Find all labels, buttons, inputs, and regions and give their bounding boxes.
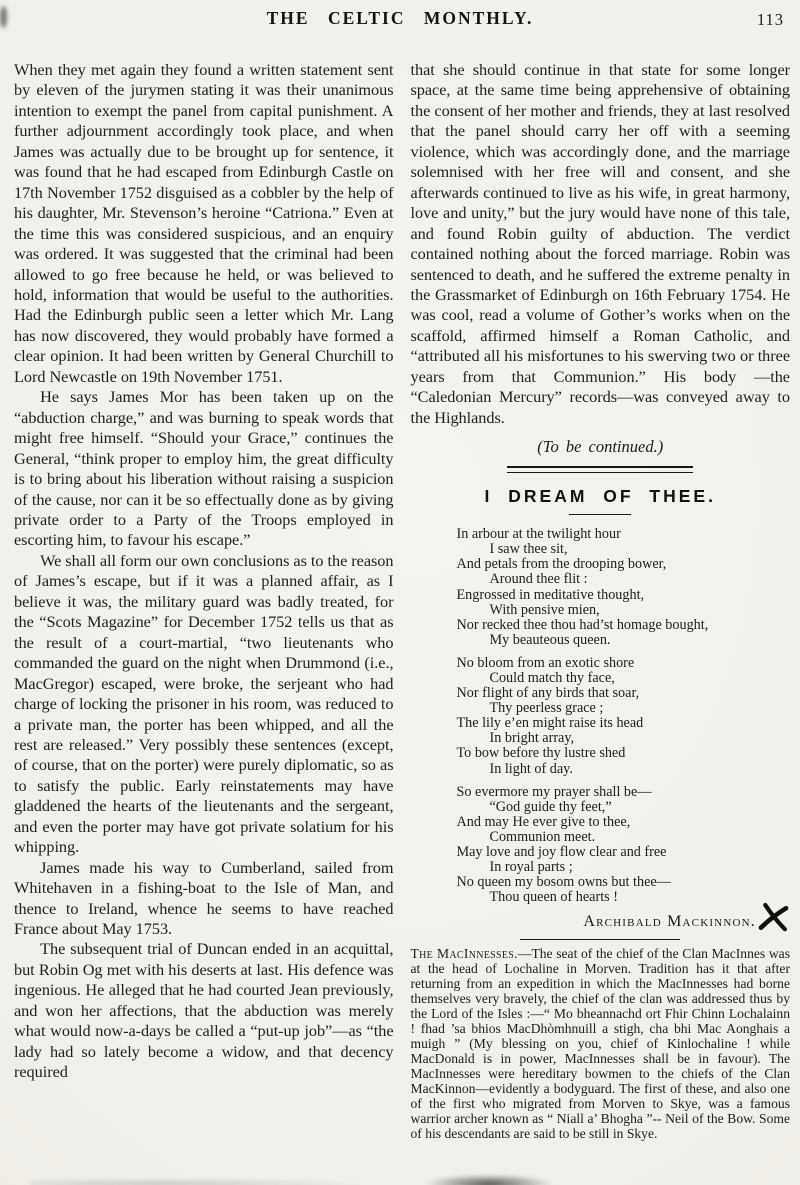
poem-line: I saw thee sit, xyxy=(489,541,568,558)
journal-title: THE CELTIC MONTHLY. xyxy=(266,8,534,28)
poem xyxy=(411,527,791,905)
poem-line: No bloom from an exotic shore xyxy=(456,654,635,671)
note-divider-rule xyxy=(520,939,680,940)
poem-line: The lily e’en might raise its head xyxy=(456,715,644,732)
note-body: —The seat of the chief of the Clan MacInnes was at the head of Lochaline in Morven. Tradition has it that after returning from an expedition in which the MacInnesses had borne themselves very bravely, the chief of the clan was addressed thus by the Lord of the Isles :—“ Mo bheannachd ort Fhir Chinn Lochalainn ! fhad ’sa bhios MacDhòmhnuill a stigh, cha bhi Mac Aonghais a muigh ” (My blessing on you, chief of Kinlochaline ! while MacDonald is in power, MacInnesses shall be in favour). The MacInnesses were hereditary bowmen to the chiefs of the Clan MacKinnon—evidently a bodyguard. The first of these, and also one of the first who migrated from Morven to Skye, was a famous warrior archer known as “ Niall a’ Bhogha ”-- Neil of the Bow. Some of his descendants are said to be still in Skye. xyxy=(410,946,790,1141)
page-header xyxy=(0,0,800,38)
right-column xyxy=(411,60,791,1142)
poem-line: May love and joy flow clear and free xyxy=(456,844,667,861)
poem-line: In bright array, xyxy=(489,730,575,747)
scan-smudge-bottom-left-icon xyxy=(30,1178,360,1185)
poem-line: And may He ever give to thee, xyxy=(456,813,631,830)
poem-line: No queen my bosom owns but thee— xyxy=(456,874,671,891)
author-name: Archibald Mackinnon. xyxy=(583,913,756,931)
poem-line: Thou queen of hearts ! xyxy=(489,889,618,906)
paragraph-continuation: When they met again they found a written statement sent by eleven of the jurymen stating it was their unanimous intention to exempt the panel from capital punishment. A further adjournment accordingly took place, and when James was actually due to be brought up for sentence, it was found that he had escaped from Edinburgh Castle on 17th November 1752 disguised as a cobbler by the help of his daughter, Mr. Stevenson’s heroine “Catriona.” Even at the time this was considered suspicious, and an enquiry was ordered. It was suggested that the criminal had been allowed to go free because he held, or was believed to hold, information that would be useful to the authorities. Had the Edinburgh public seen a letter which Mr. Lang has now discovered, they would probably have formed a clear opinion. It had been written by General Churchill to Lord Newcastle on 19th November 1751. xyxy=(14,60,394,386)
poem-line: Engrossed in meditative thought, xyxy=(456,586,645,603)
poem-line: In light of day. xyxy=(489,760,573,777)
paragraph: James made his way to Cumberland, sailed from Whitehaven in a fishing-boat to the Isle of Man, and thence to Ireland, whence he seems to have reached France about May 1753. xyxy=(14,857,394,939)
paragraph: He says James Mor has been taken up on the “abduction charge,” and was burning to speak words that might free himself. “Should your Grace,” continues the General, “think proper to employ him, the great difficulty is to bring about his liberation without raising a suspicion of the cause, nor can it be so effectually done as by giving private order to a Party of the Troops employed in escorting him, to favour his escape.” xyxy=(14,387,394,550)
paragraph: We shall all form our own conclusions as to the reason of James’s escape, but if it was a planned affair, as I believe it was, the military guard was badly treated, for the “Scots Magazine” for December 1752 tells us that as the result of a court-martial, “two lieutenants who commanded the guard on the night when Drummond (i.e., MacGregor) escaped, were broke, the serjeant who had charge of locking the prisoner in his room, was reduced to a private man, the porter has been whipped, and all the rest are released.” Very possibly these sentences (except, of course, that on the porter) were purely diplomatic, so as to satisfy the public. Early reinstatements may have gladdened the hearts of the lieutenants and the sergeant, and even the porter may have got private solatium for his whipping. xyxy=(14,550,394,857)
poem-line: In arbour at the twilight hour xyxy=(456,526,621,543)
poem-line: And petals from the drooping bower, xyxy=(456,556,667,573)
poem-stanza xyxy=(457,527,791,648)
section-divider-double-rule xyxy=(507,466,693,473)
note-lead: The MacInnesses. xyxy=(410,946,518,962)
paragraph-continuation: that she should continue in that state for some longer space, at the same time being apprehensive of obtaining the consent of her mother and friends, they at last resolved that the panel should carry her off with a seeming violence, which was accordingly done, and the marriage solemnised with her free will and consent, and she afterwards continued to live as his wife, in great harmony, love and unity,” but the jury would have none of this tale, and found Robin guilty of abduction. The verdict contained nothing about the forced marriage. Robin was sentenced to death, and he suffered the extreme penalty in the Grassmarket of Edinburgh on 16th February 1754. He was cool, read a volume of Gother’s works when on the scaffold, affirmed himself a Roman Catholic, and “attributed all his misfortunes to his swerving two or three years from that Communion.” His body —the “Caledonian Mercury” records—was conveyed away to the Highlands. xyxy=(410,60,790,427)
macinnesses-note xyxy=(411,947,791,1141)
page-number: 113 xyxy=(756,10,784,29)
scan-smudge-bottom-icon xyxy=(424,1174,554,1185)
poem-line: So evermore my prayer shall be— xyxy=(456,783,652,800)
poem-line: “God guide thy feet,” xyxy=(489,798,612,815)
poem-stanza xyxy=(457,785,791,906)
poem-line: Around thee flit : xyxy=(489,571,588,588)
poem-stanza xyxy=(457,656,791,777)
page-body xyxy=(0,38,800,1142)
to-be-continued-note: (To be continued.) xyxy=(537,437,664,457)
poem-line: In royal parts ; xyxy=(489,859,573,876)
paragraph: The subsequent trial of Duncan ended in an acquittal, but Robin Og met with his deserts at last. His defence was ingenious. He alleged that he had courted Jean previously, and won her affections, that the abduction was merely what would now-a-days be called a “put-up job”—as “the lady had so lately become a widow, and that decency required xyxy=(14,939,394,1082)
poem-title-rule xyxy=(569,514,631,515)
poem-line: Communion meet. xyxy=(489,828,596,845)
poem-line: Nor recked thee thou had’st homage bought, xyxy=(456,616,709,633)
left-column xyxy=(14,60,394,1142)
pen-x-mark-icon xyxy=(757,902,792,935)
poem-line: Nor flight of any birds that soar, xyxy=(456,685,640,702)
poem-signature xyxy=(411,913,791,931)
poem-title: I DREAM OF THEE. xyxy=(484,486,716,507)
poem-line: With pensive mien, xyxy=(489,601,600,618)
poem-line: Could match thy face, xyxy=(489,670,615,686)
poem-line: My beauteous queen. xyxy=(489,631,611,648)
poem-line: Thy peerless grace ; xyxy=(489,700,604,717)
poem-line: To bow before thy lustre shed xyxy=(456,745,626,762)
